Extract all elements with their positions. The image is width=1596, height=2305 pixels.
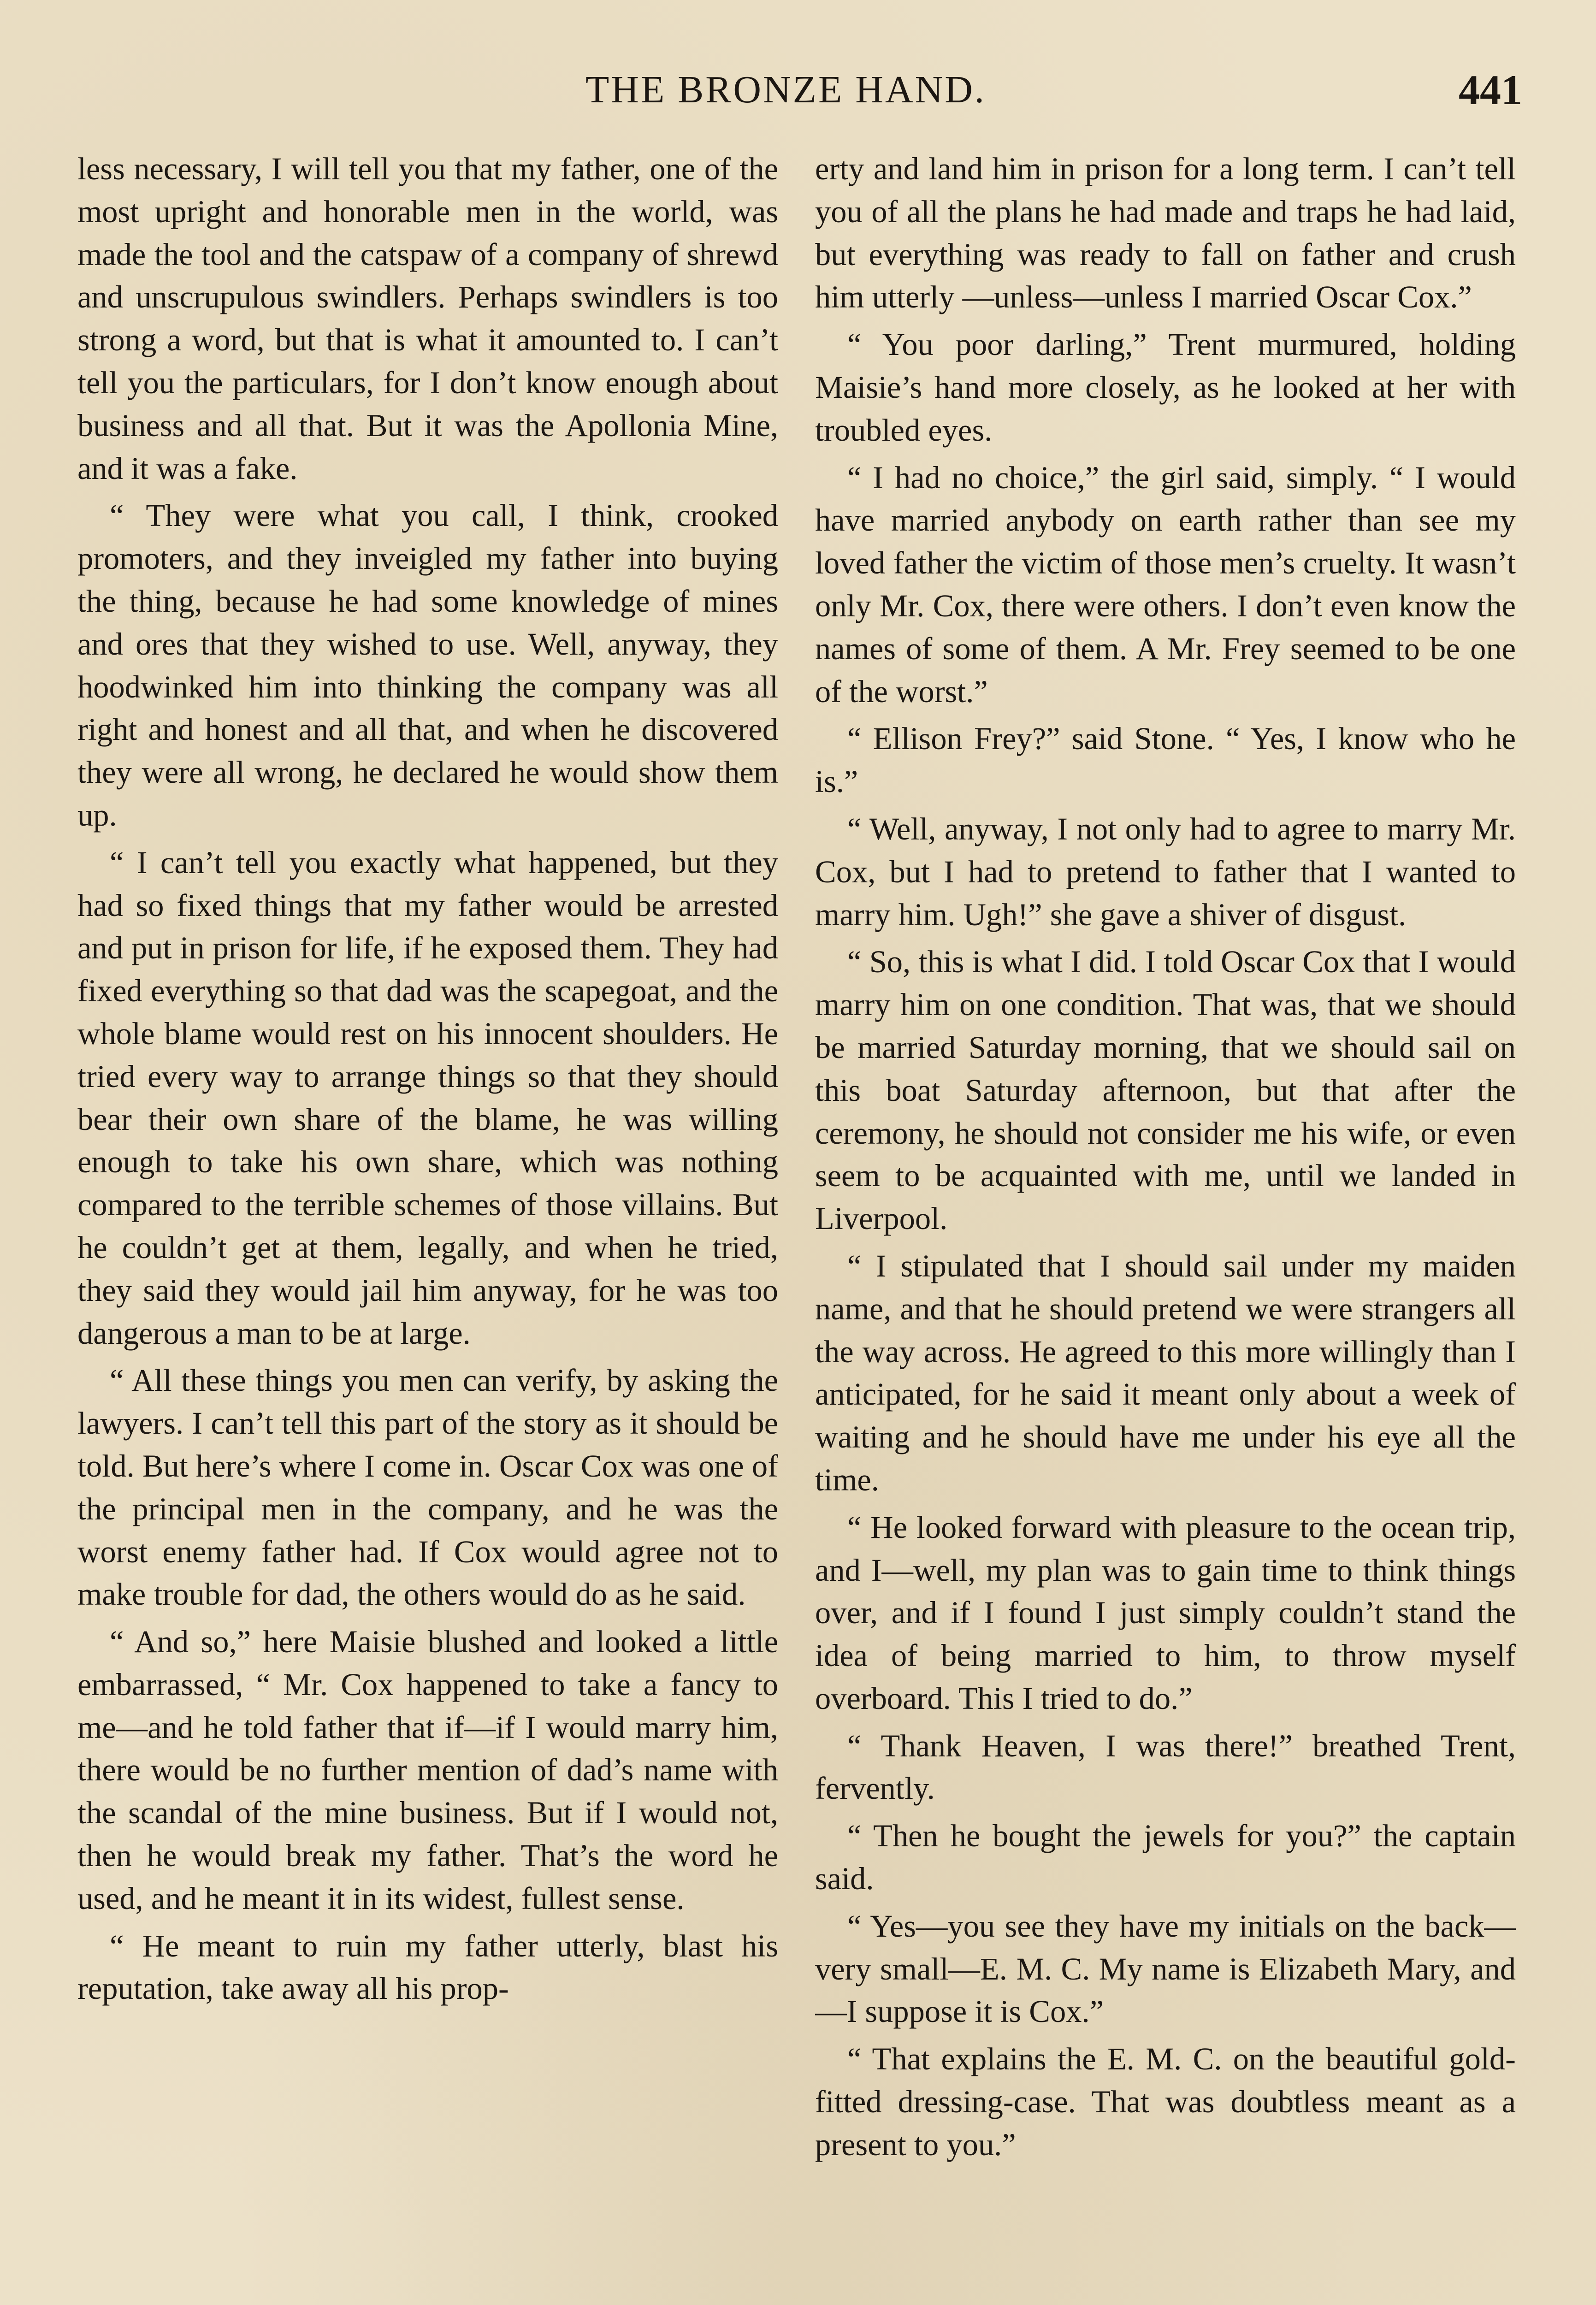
running-title: THE BRONZE HAND. bbox=[585, 68, 986, 111]
paragraph: “ And so,” here Maisie blushed and looked a little embarrassed, “ Mr. Cox happened to take a fancy to me—and he told father that if—if I would marry him, there would be no further mention of dad’s name with the scandal of the mine business. But if I would not, then he would break my father. That’s the word he used, and he meant it in its widest, fullest sense. bbox=[77, 1624, 778, 1916]
page-number: 441 bbox=[1459, 66, 1522, 113]
paragraph: “ I can’t tell you exactly what happened, but they had so fixed things that my father would be arrested and put in prison for life, if he exposed them. They had fixed everything so that dad was the scapegoat, and the whole blame would rest on his innocent shoulders. He tried every way to arrange things so that they should bear their own share of the blame, he was willing enough to take his own share, which was nothing compared to the terrible schemes of those villains. But he couldn’t get at them, legally, and when he tried, they said they would jail him anyway, for he was too dangerous a man to be at large. bbox=[77, 845, 778, 1351]
paragraph: “ That explains the E. M. C. on the beautiful gold-fitted dressing-case. That was doubtless meant as a present to you.” bbox=[815, 2041, 1516, 2162]
paragraph: “ Thank Heaven, I was there!” breathed Trent, fervently. bbox=[815, 1728, 1516, 1806]
paragraph: “ Ellison Frey?” said Stone. “ Yes, I know who he is.” bbox=[815, 721, 1516, 799]
paragraph: “ He looked forward with pleasure to the ocean trip, and I—well, my plan was to gain time to think things over, and if I found I just simply couldn’t stand the idea of being married to him, to throw myself overboard. This I tried to do.” bbox=[815, 1509, 1516, 1716]
right-column bbox=[815, 148, 1516, 2305]
paragraph: less necessary, I will tell you that my father, one of the most upright and honorable men in the world, was made the tool and the catspaw of a company of shrewd and unscrupulous swindlers. Perhaps swindlers is too strong a word, but that is what it amounted to. I can’t tell you the particulars, for I don’t know enough about business and all that. But it was the Apollonia Mine, and it was a fake. bbox=[77, 151, 778, 486]
paragraph: “ All these things you men can verify, by asking the lawyers. I can’t tell this part of the story as it should be told. But here’s where I come in. Oscar Cox was one of the principal men in the company, and he was the worst enemy father had. If Cox would agree not to make trouble for dad, the others would do as he said. bbox=[77, 1363, 778, 1612]
paragraph: “ Then he bought the jewels for you?” the captain said. bbox=[815, 1818, 1516, 1897]
paragraph: erty and land him in prison for a long term. I can’t tell you of all the plans he had made and traps he had laid, but everything was ready to fall on father and crush him utterly —unless—unless I married Oscar Cox.” bbox=[815, 151, 1516, 315]
paragraph: “ He meant to ruin my father utterly, blast his reputation, take away all his prop- bbox=[77, 1928, 778, 2006]
left-column bbox=[77, 148, 778, 2305]
paragraph: “ They were what you call, I think, crooked promoters, and they inveigled my father into buying the thing, because he had some knowledge of mines and ores that they wished to use. Well, anyway, they hoodwinked him into thinking the company was all right and honest and all that, and when he discovered they were all wrong, he declared he would show them up. bbox=[77, 498, 778, 833]
paragraph: “ So, this is what I did. I told Oscar Cox that I would marry him on one condition. That was, that we should be married Saturday morning, that we should sail on this boat Saturday afternoon, but that after the ceremony, he should not consider me his wife, or even seem to be acquainted with me, until we landed in Liverpool. bbox=[815, 944, 1516, 1236]
paragraph: “ I stipulated that I should sail under my maiden name, and that he should pretend we were strangers all the way across. He agreed to this more willingly than I anticipated, for he said it meant only about a week of waiting and he should have me under his eye all the time. bbox=[815, 1248, 1516, 1497]
page-header bbox=[0, 65, 1596, 115]
paragraph: “ Well, anyway, I not only had to agree to marry Mr. Cox, but I had to pretend to father that I wanted to marry him. Ugh!” she gave a shiver of disgust. bbox=[815, 811, 1516, 932]
paragraph: “ I had no choice,” the girl said, simply. “ I would have married anybody on earth rather than see my loved father the victim of those men’s cruelty. It wasn’t only Mr. Cox, there were others. I don’t even know the names of some of them. A Mr. Frey seemed to be one of the worst.” bbox=[815, 460, 1516, 709]
paragraph: “ You poor darling,” Trent murmured, holding Maisie’s hand more closely, as he looked at her with troubled eyes. bbox=[815, 327, 1516, 448]
paragraph: “ Yes—you see they have my initials on the back—very small—E. M. C. My name is Elizabeth Mary, and—I suppose it is Cox.” bbox=[815, 1908, 1516, 2029]
